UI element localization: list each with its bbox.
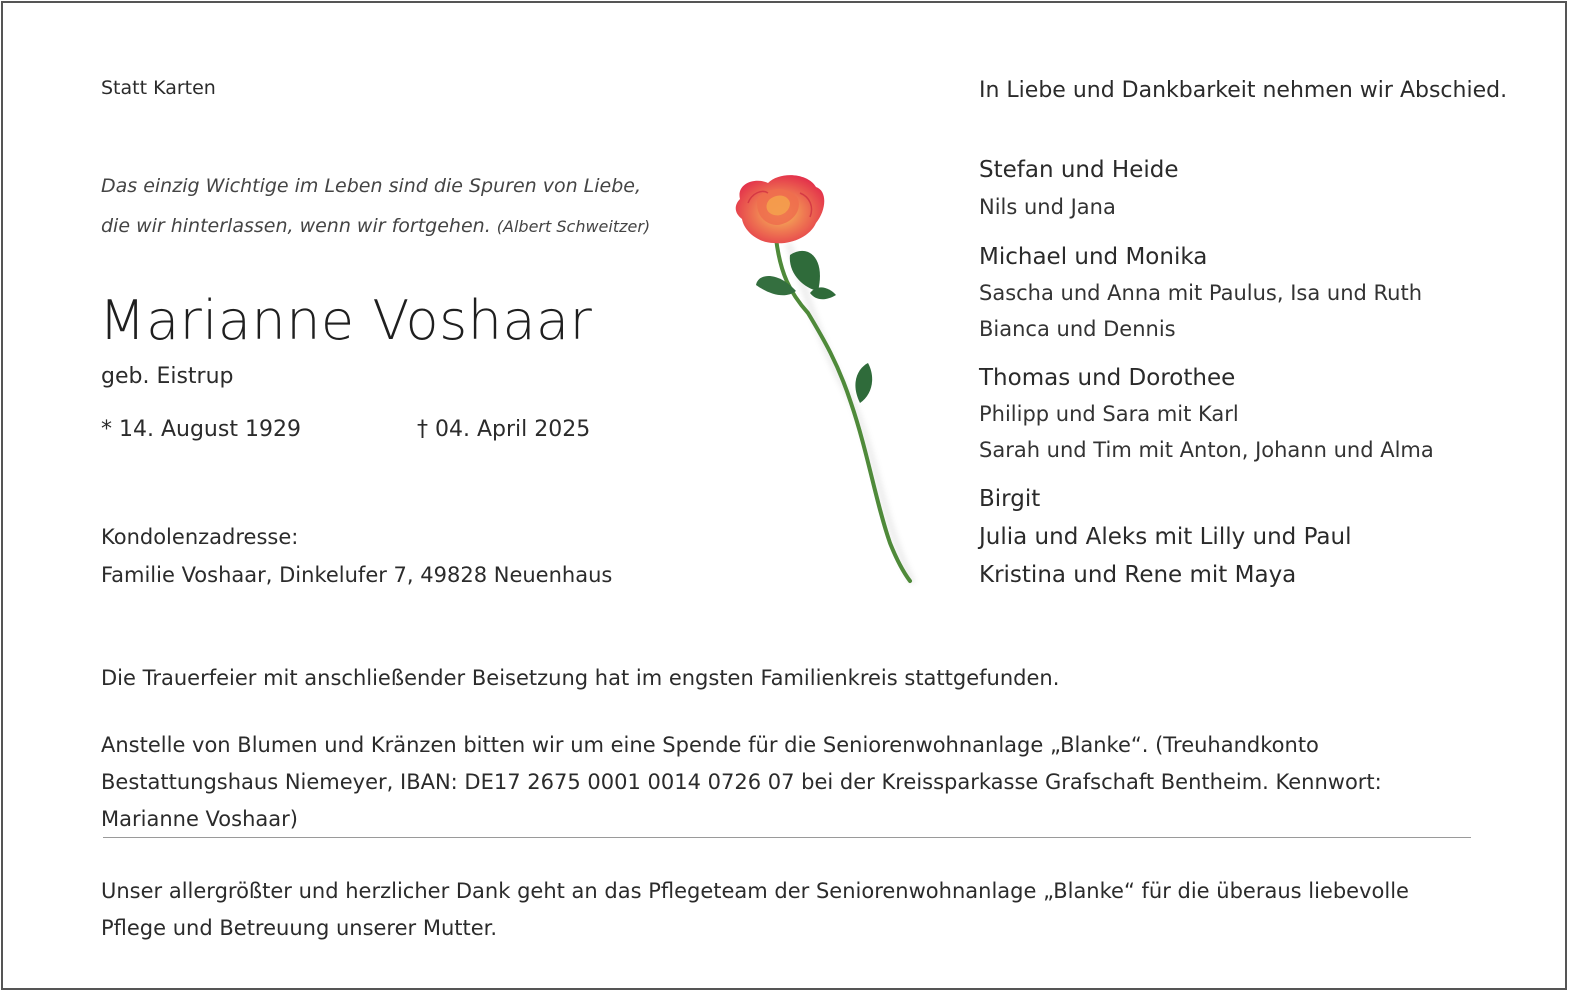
statt-karten-label: Statt Karten: [101, 77, 216, 99]
family-child: Philipp und Sara mit Karl: [979, 402, 1239, 426]
family-child: Bianca und Dennis: [979, 317, 1176, 341]
quote-line-2-text: die wir hinterlassen, wenn wir fortgehen.: [101, 215, 491, 237]
thanks-notice: Unser allergrößter und herzlicher Dank geht an das Pflegeteam der Seniorenwohnanlage „Blanke“ für die überaus liebevolle Pflege und Betreuung unserer Mutter.: [101, 879, 1409, 940]
funeral-notice: Die Trauerfeier mit anschließender Beisetzung hat im engsten Familienkreis stattgefunden.: [101, 666, 1060, 690]
birth-date: * 14. August 1929: [101, 417, 301, 442]
farewell-line: In Liebe und Dankbarkeit nehmen wir Abschied.: [979, 78, 1508, 103]
family-child: Julia und Aleks mit Lilly und Paul: [979, 524, 1352, 550]
rose-image: [718, 163, 948, 613]
family-child: Kristina und Rene mit Maya: [979, 562, 1297, 588]
family-parent: Thomas und Dorothee: [979, 365, 1236, 391]
divider-line: [103, 837, 1471, 838]
family-parent: Michael und Monika: [979, 244, 1208, 270]
quote-author: (Albert Schweitzer): [496, 217, 651, 236]
family-child: Sarah und Tim mit Anton, Johann und Alma: [979, 438, 1434, 462]
family-parent: Birgit: [979, 486, 1041, 512]
family-child: Nils und Jana: [979, 195, 1116, 219]
donation-notice: Anstelle von Blumen und Kränzen bitten wir um eine Spende für die Seniorenwohnanlage „Blanke“. (Treuhandkonto Bestattungshaus Niemeyer, IBAN: DE17 2675 0001 0014 0726 07 bei der Kreissparkasse Grafschaft Bentheim. Kennwort: Marianne Voshaar): [101, 733, 1382, 831]
maiden-name: geb. Eistrup: [101, 364, 234, 389]
death-date: † 04. April 2025: [417, 417, 591, 442]
condolence-label: Kondolenzadresse:: [101, 525, 299, 549]
condolence-address: Familie Voshaar, Dinkelufer 7, 49828 Neuenhaus: [101, 563, 613, 587]
family-child: Sascha und Anna mit Paulus, Isa und Ruth: [979, 281, 1423, 305]
quote-line-2: [101, 215, 650, 237]
obituary-card: [1, 1, 1567, 990]
deceased-name: Marianne Voshaar: [99, 289, 593, 352]
family-parent: Stefan und Heide: [979, 157, 1179, 183]
quote-line-1: Das einzig Wichtige im Leben sind die Spuren von Liebe,: [101, 175, 642, 197]
